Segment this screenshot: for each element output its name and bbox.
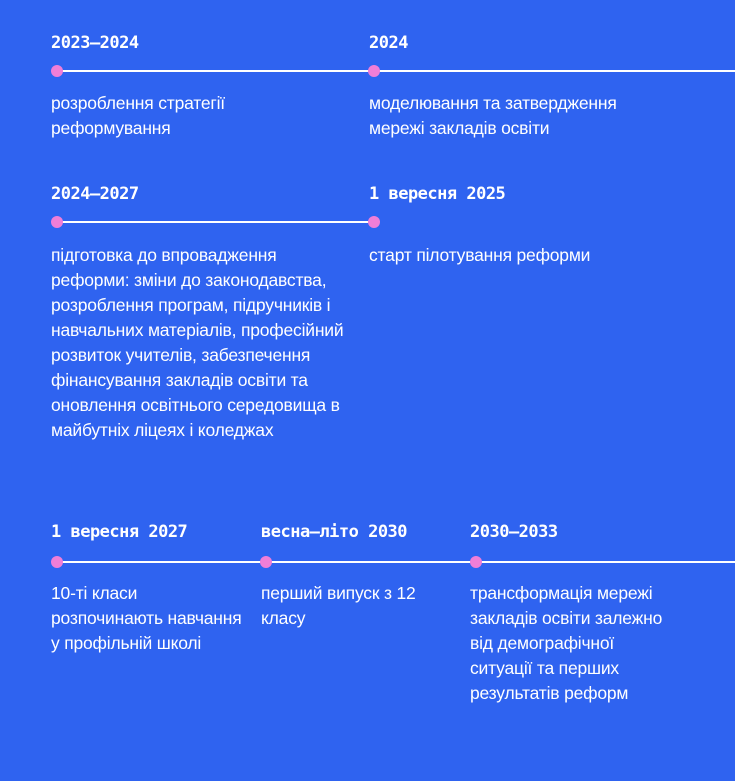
milestone-dot: [260, 556, 272, 568]
milestone-dot: [51, 216, 63, 228]
milestone-date: 1 вересня 2027: [51, 522, 188, 542]
milestone-dot: [470, 556, 482, 568]
timeline-line-row-1: [57, 70, 735, 72]
timeline-line-row-2: [57, 221, 375, 223]
timeline-line-row-3: [57, 561, 735, 563]
milestone-date: весна–літо 2030: [261, 522, 408, 542]
milestone-date: 2023–2024: [51, 33, 139, 53]
milestone-dot: [51, 65, 63, 77]
milestone-date: 2024: [369, 33, 408, 53]
milestone-description: розроблення стратегії реформування: [51, 93, 225, 138]
milestone-date: 2030–2033: [470, 522, 558, 542]
milestone-dot: [51, 556, 63, 568]
milestone-description: старт пілотування реформи: [369, 245, 591, 265]
milestone-date: 1 вересня 2025: [369, 184, 506, 204]
milestone-description: 10-ті класи розпочинають навчання у профільній школі: [51, 583, 242, 653]
milestone-description: перший випуск з 12 класу: [261, 583, 416, 628]
milestone-description: трансформація мережі закладів освіти залежно від демографічної ситуації та перших результатів реформ: [470, 583, 663, 703]
milestone-description: підготовка до впровадження реформи: зміни до законодавства, розроблення програм, підручників і навчальних матеріалів, професійний розвиток учителів, забезпечення фінансування закладів освіти та оновлення освітнього середовища в майбутніх ліцеях і коледжах: [51, 245, 344, 440]
milestone-description: моделювання та затвердження мережі закладів освіти: [369, 93, 617, 138]
milestone-dot: [368, 65, 380, 77]
milestone-date: 2024–2027: [51, 184, 139, 204]
milestone-dot: [368, 216, 380, 228]
